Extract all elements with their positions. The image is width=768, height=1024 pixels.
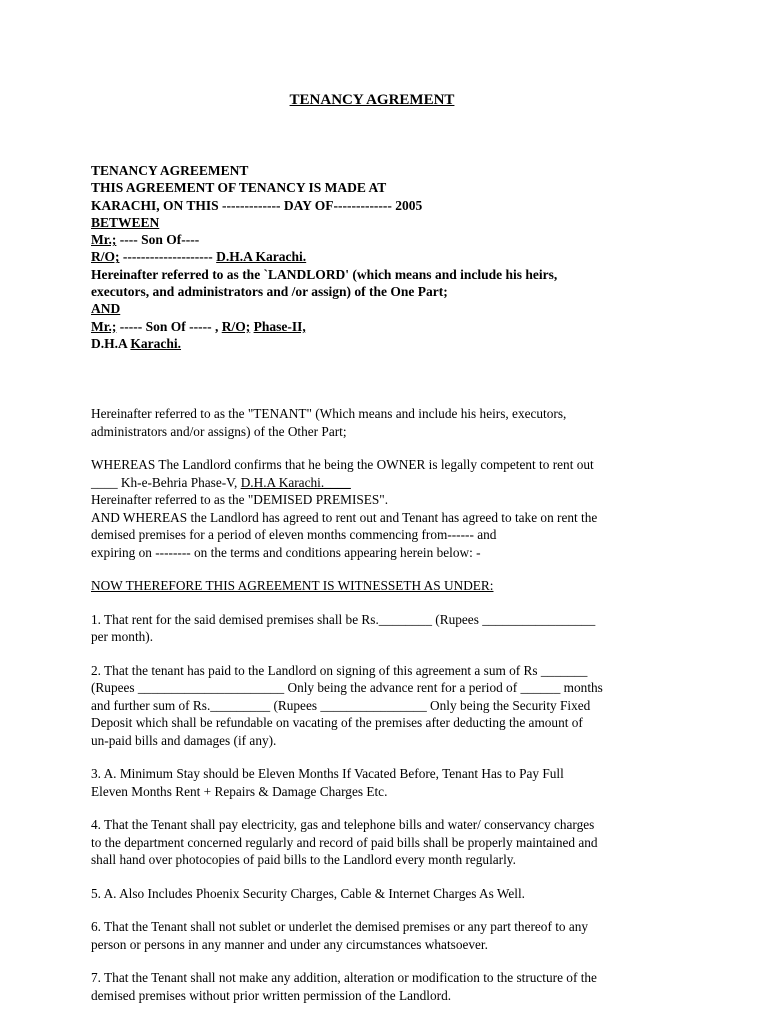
whereas-paragraph: WHEREAS The Landlord confirms that he being the OWNER is legally competent to rent out ____ Kh-e-Behria Phase-V, D.H.A Karachi.____ Hereinafter referred to as the "DEMISED PREMISES". AND WHEREAS the Landlord has agreed to rent out and Tenant has agreed to take on rent the demised premises for a period of eleven months commencing from------ and expiring on -------- on the terms and conditions appearing herein below: - [91, 456, 691, 561]
header-line: KARACHI, ON THIS ------------- DAY OF------------- 2005 [91, 197, 423, 213]
mr-label: Mr.; [91, 232, 117, 248]
tenant-city-line [91, 335, 691, 352]
tenant-definition-paragraph: Hereinafter referred to as the "TENANT" (Which means and include his heirs, executors, administrators and/or assigns) of the Other Part; [91, 406, 567, 439]
son-of-text: ---- Son Of---- [116, 232, 200, 248]
clause-2: 2. That the tenant has paid to the Landlord on signing of this agreement a sum of Rs _______ (Rupees ______________________ Only being the advance rent for a period of ______ months and further sum of Rs._________ (Rupees ________________ Only being the Security Fixed Deposit which shall be refundable on vacating of the premises after deducting the amount of un-paid bills and damages (if any). [91, 662, 603, 748]
witnesseth-heading: NOW THEREFORE THIS AGREEMENT IS WITNESSETH AS UNDER: [91, 578, 494, 593]
tenant-phase: Phase-II, [253, 318, 306, 334]
premises-address-line: ____ Kh-e-Behria Phase-V, D.H.A Karachi.____ [91, 474, 351, 490]
header-between: BETWEEN [91, 214, 160, 230]
clause-3: 3. A. Minimum Stay should be Eleven Months If Vacated Before, Tenant Has to Pay Full Eleven Months Rent + Repairs & Damage Charges Etc. [91, 766, 564, 799]
landlord-name-line [91, 231, 691, 248]
clause-1: 1. That rent for the said demised premises shall be Rs.________ (Rupees _________________ per month). [91, 611, 596, 644]
header-line: Hereinafter referred to as the `LANDLORD' (which means and include his heirs, [91, 266, 558, 282]
karachi-text: Karachi. [130, 335, 182, 351]
clause-7: 7. That the Tenant shall not make any addition, alteration or modification to the structure of the demised premises without prior written permission of the Landlord. [91, 970, 597, 1003]
clause-5: 5. A. Also Includes Phoenix Security Charges, Cable & Internet Charges As Well. [91, 885, 525, 901]
agreement-header [91, 162, 691, 352]
header-and: AND [91, 301, 121, 317]
document-title: TENANCY AGREMENT [289, 92, 455, 108]
mr-label: Mr.; [91, 318, 117, 334]
header-line: executors, and administrators and /or assign) of the One Part; [91, 284, 448, 300]
ro-label: R/O; [221, 318, 251, 334]
son-of-text: ----- Son Of ----- , [116, 318, 222, 334]
address-blank: -------------------- [119, 249, 217, 265]
clause-6: 6. That the Tenant shall not sublet or underlet the demised premises or any part thereof to any person or persons in any manner and under any circumstances whatsoever. [91, 919, 589, 952]
tenant-name-line [91, 318, 691, 335]
header-line: TENANCY AGREEMENT [91, 163, 249, 178]
landlord-address-line [91, 248, 691, 265]
address-city: D.H.A Karachi. [216, 249, 307, 265]
dha-text: D.H.A [91, 335, 128, 351]
ro-label: R/O; [91, 249, 120, 265]
clause-4: 4. That the Tenant shall pay electricity, gas and telephone bills and water/ conservancy charges to the department concerned regularly and record of paid bills shall be properly maintained and shall hand over photocopies of paid bills to the Landlord every month regularly. [91, 817, 598, 867]
agreement-body [91, 405, 691, 1020]
header-line: THIS AGREEMENT OF TENANCY IS MADE AT [91, 180, 387, 196]
